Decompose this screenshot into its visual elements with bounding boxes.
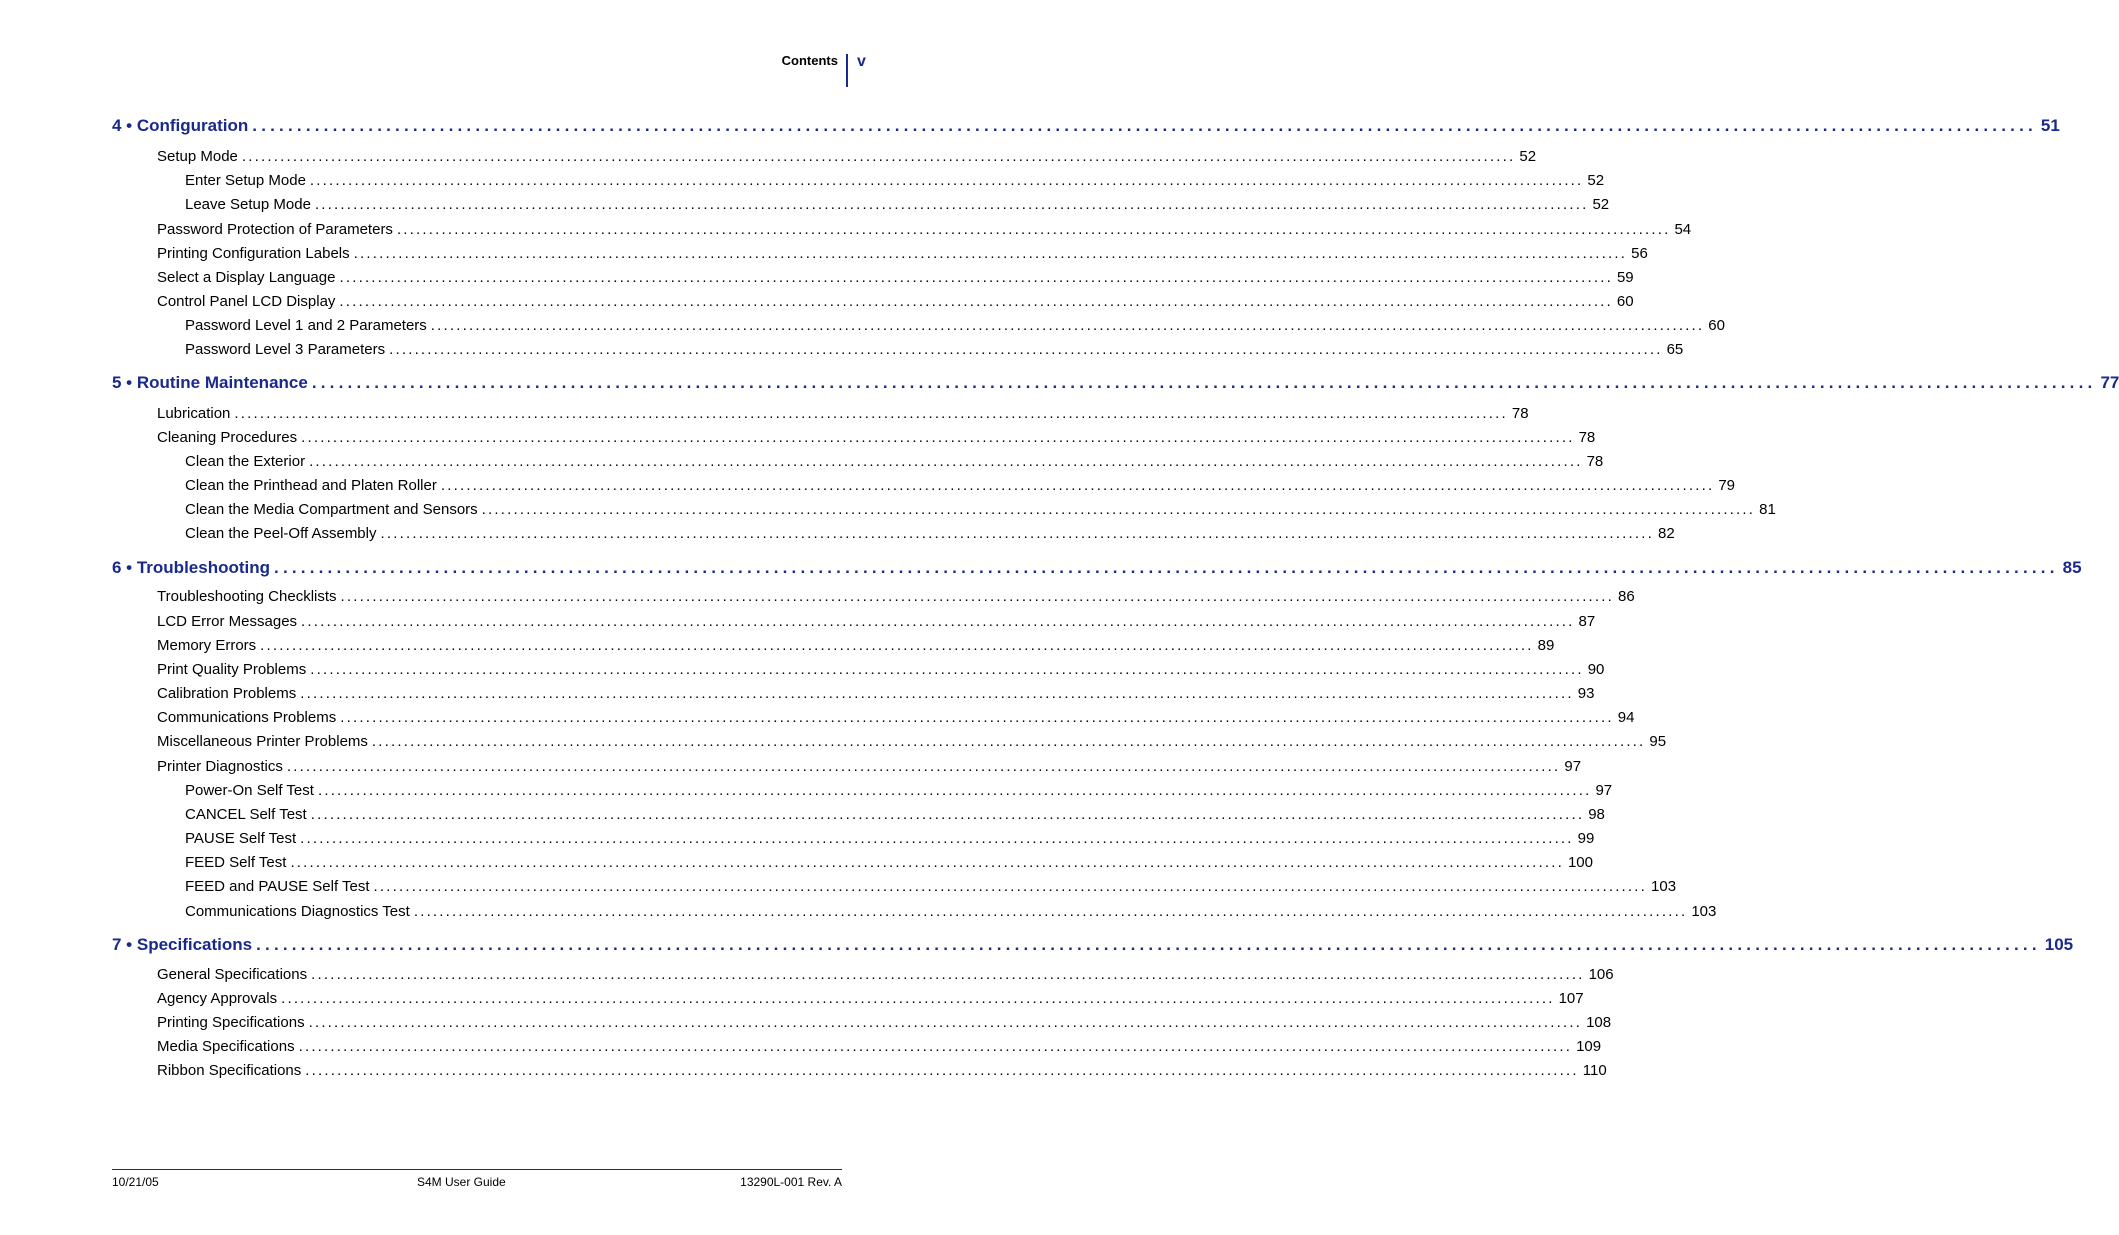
toc-entry-page: 52 bbox=[1587, 172, 1605, 189]
toc-entry-page: 97 bbox=[1595, 782, 1613, 799]
footer-title: S4M User Guide bbox=[417, 1175, 506, 1189]
toc-entry[interactable] bbox=[157, 661, 1605, 678]
toc-entry-label: LCD Error Messages bbox=[157, 613, 298, 630]
toc-entry-label: FEED Self Test bbox=[185, 854, 287, 871]
dot-leader: ........................................................................................................................................................................................................ bbox=[301, 429, 1575, 446]
dot-leader: ........................................................................................................................................................................................................ bbox=[308, 1014, 1583, 1031]
footer-doc-number: 13290L-001 Rev. A bbox=[740, 1175, 842, 1189]
dot-leader: ........................................................................................................................................................................................................ bbox=[339, 269, 1613, 286]
toc-entry-page: 87 bbox=[1578, 613, 1596, 630]
toc-entry-label: Control Panel LCD Display bbox=[157, 293, 336, 310]
dot-leader: ........................................................................................................................................................................................................ bbox=[396, 221, 1671, 238]
toc-entry[interactable] bbox=[185, 453, 1604, 470]
toc-entry-page: 86 bbox=[1618, 588, 1635, 605]
dot-leader: ........................................................................................................................................................................................................ bbox=[274, 558, 2059, 577]
dot-leader: ........................................................................................................................................................................................................ bbox=[301, 613, 1575, 630]
dot-leader: ........................................................................................................................................................................................................ bbox=[413, 903, 1688, 920]
toc-entry-page: 81 bbox=[1759, 501, 1776, 518]
toc-entry-label: Leave Setup Mode bbox=[185, 196, 311, 213]
toc-entry-label: 7 • Specifications bbox=[112, 935, 253, 954]
dot-leader: ........................................................................................................................................................................................................ bbox=[340, 588, 1615, 605]
toc-entry-page: 85 bbox=[2062, 558, 2082, 577]
toc-entry[interactable] bbox=[157, 1038, 1602, 1055]
dot-leader: ........................................................................................................................................................................................................ bbox=[305, 1062, 1579, 1079]
toc-entry-page: 108 bbox=[1586, 1014, 1612, 1031]
toc-entry-page: 60 bbox=[1616, 293, 1634, 310]
toc-entry-page: 93 bbox=[1577, 685, 1595, 702]
toc-entry[interactable] bbox=[157, 733, 1667, 750]
dot-leader: ........................................................................................................................................................................................................ bbox=[241, 148, 1516, 165]
footer-divider bbox=[112, 1169, 842, 1170]
toc-entry-label: Lubrication bbox=[157, 405, 231, 422]
dot-leader: ........................................................................................................................................................................................................ bbox=[309, 172, 1584, 189]
toc-entry-page: 110 bbox=[1582, 1062, 1607, 1079]
toc-entry[interactable] bbox=[185, 903, 1717, 920]
toc-entry-label: PAUSE Self Test bbox=[185, 830, 297, 847]
dot-leader: ........................................................................................................................................................................................................ bbox=[339, 293, 1613, 310]
toc-entry[interactable] bbox=[157, 221, 1692, 238]
toc-entry-label: Media Specifications bbox=[157, 1038, 295, 1055]
toc-entry-label: Communications Diagnostics Test bbox=[185, 903, 410, 920]
toc-entry-label: Miscellaneous Printer Problems bbox=[157, 733, 368, 750]
toc-entry-label: 6 • Troubleshooting bbox=[112, 558, 271, 577]
toc-entry-label: Clean the Printhead and Platen Roller bbox=[185, 477, 437, 494]
toc-entry-label: Memory Errors bbox=[157, 637, 257, 654]
header-title: Contents bbox=[781, 53, 838, 68]
toc-entry-label: Calibration Problems bbox=[157, 685, 297, 702]
toc-entry-page: 78 bbox=[1586, 453, 1604, 470]
toc-entry-label: Setup Mode bbox=[157, 148, 238, 165]
toc-entry[interactable] bbox=[185, 854, 1593, 871]
dot-leader: ........................................................................................................................................................................................................ bbox=[286, 758, 1561, 775]
toc-chapter-entry[interactable] bbox=[112, 373, 2119, 393]
dot-leader: ........................................................................................................................................................................................................ bbox=[481, 501, 1756, 518]
toc-entry-page: 89 bbox=[1537, 637, 1555, 654]
toc-entry[interactable] bbox=[157, 429, 1596, 446]
toc-entry-label: Cleaning Procedures bbox=[157, 429, 298, 446]
toc-entry[interactable] bbox=[157, 613, 1596, 630]
toc-entry-label: Ribbon Specifications bbox=[157, 1062, 302, 1079]
toc-entry[interactable] bbox=[185, 341, 1684, 358]
toc-entry[interactable] bbox=[157, 637, 1555, 654]
dot-leader: ........................................................................................................................................................................................................ bbox=[353, 245, 1628, 262]
toc-entry[interactable] bbox=[157, 758, 1582, 775]
toc-entry[interactable] bbox=[185, 525, 1675, 542]
toc-entry[interactable] bbox=[157, 685, 1595, 702]
dot-leader: ........................................................................................................................................................................................................ bbox=[281, 990, 1555, 1007]
dot-leader: ........................................................................................................................................................................................................ bbox=[430, 317, 1705, 334]
page-number: v bbox=[857, 53, 866, 70]
dot-leader: ........................................................................................................................................................................................................ bbox=[252, 116, 2037, 135]
toc-entry-label: FEED and PAUSE Self Test bbox=[185, 878, 370, 895]
toc-entry-label: Printing Configuration Labels bbox=[157, 245, 350, 262]
toc-entry-page: 78 bbox=[1511, 405, 1529, 422]
toc-chapter-entry[interactable] bbox=[112, 935, 2074, 955]
dot-leader: ........................................................................................................................................................................................................ bbox=[309, 453, 1583, 470]
dot-leader: ........................................................................................................................................................................................................ bbox=[340, 709, 1614, 726]
toc-entry-label: Agency Approvals bbox=[157, 990, 278, 1007]
toc-entry-label: Print Quality Problems bbox=[157, 661, 307, 678]
toc-entry-page: 99 bbox=[1577, 830, 1595, 847]
dot-leader: ........................................................................................................................................................................................................ bbox=[310, 806, 1585, 823]
toc-entry[interactable] bbox=[185, 501, 1776, 518]
toc-entry-label: Troubleshooting Checklists bbox=[157, 588, 337, 605]
toc-entry[interactable] bbox=[185, 196, 1610, 213]
dot-leader: ........................................................................................................................................................................................................ bbox=[300, 830, 1574, 847]
toc-chapter-entry[interactable] bbox=[112, 558, 2082, 578]
toc-entry-page: 97 bbox=[1564, 758, 1582, 775]
toc-entry-label: Power-On Self Test bbox=[185, 782, 314, 799]
toc-entry-page: 98 bbox=[1588, 806, 1605, 823]
toc-entry[interactable] bbox=[185, 317, 1725, 334]
toc-entry-page: 95 bbox=[1649, 733, 1667, 750]
footer-date: 10/21/05 bbox=[112, 1175, 159, 1189]
toc-entry-page: 56 bbox=[1631, 245, 1648, 262]
toc-chapter-entry[interactable] bbox=[112, 116, 2060, 136]
dot-leader: ........................................................................................................................................................................................................ bbox=[380, 525, 1654, 542]
toc-entry[interactable] bbox=[157, 588, 1635, 605]
toc-entry-page: 100 bbox=[1567, 854, 1593, 871]
dot-leader: ........................................................................................................................................................................................................ bbox=[373, 878, 1648, 895]
toc-entry-page: 90 bbox=[1587, 661, 1605, 678]
toc-entry-label: Printing Specifications bbox=[157, 1014, 305, 1031]
toc-entry-label: 4 • Configuration bbox=[112, 116, 249, 135]
toc-entry-page: 77 bbox=[2100, 373, 2119, 392]
dot-leader: ........................................................................................................................................................................................................ bbox=[440, 477, 1715, 494]
toc-entry[interactable] bbox=[157, 269, 1634, 286]
toc-entry-label: Printer Diagnostics bbox=[157, 758, 283, 775]
toc-entry-page: 105 bbox=[2044, 935, 2074, 954]
toc-entry-label: Communications Problems bbox=[157, 709, 337, 726]
dot-leader: ........................................................................................................................................................................................................ bbox=[234, 405, 1508, 422]
toc-entry[interactable] bbox=[157, 245, 1648, 262]
toc-entry-page: 60 bbox=[1708, 317, 1725, 334]
toc-entry-page: 52 bbox=[1519, 148, 1537, 165]
toc-entry[interactable] bbox=[185, 477, 1736, 494]
toc-entry-page: 103 bbox=[1651, 878, 1677, 895]
dot-leader: ........................................................................................................................................................................................................ bbox=[317, 782, 1592, 799]
dot-leader: ........................................................................................................................................................................................................ bbox=[256, 935, 2041, 954]
dot-leader: ........................................................................................................................................................................................................ bbox=[371, 733, 1646, 750]
dot-leader: ........................................................................................................................................................................................................ bbox=[298, 1038, 1573, 1055]
toc-entry-page: 51 bbox=[2040, 116, 2060, 135]
toc-entry[interactable] bbox=[157, 405, 1529, 422]
toc-entry-label: Password Protection of Parameters bbox=[157, 221, 393, 238]
toc-entry-label: Password Level 3 Parameters bbox=[185, 341, 386, 358]
dot-leader: ........................................................................................................................................................................................................ bbox=[314, 196, 1589, 213]
toc-entry-page: 54 bbox=[1674, 221, 1692, 238]
toc-entry-page: 94 bbox=[1617, 709, 1635, 726]
toc-entry-label: Clean the Exterior bbox=[185, 453, 306, 470]
toc-entry-label: Select a Display Language bbox=[157, 269, 336, 286]
toc-entry-label: 5 • Routine Maintenance bbox=[112, 373, 308, 392]
toc-entry-page: 65 bbox=[1666, 341, 1684, 358]
header-divider bbox=[846, 54, 848, 87]
toc-entry-label: Clean the Media Compartment and Sensors bbox=[185, 501, 478, 518]
dot-leader: ........................................................................................................................................................................................................ bbox=[300, 685, 1574, 702]
toc-entry-page: 52 bbox=[1592, 196, 1610, 213]
toc-entry[interactable] bbox=[157, 1014, 1612, 1031]
toc-entry-page: 82 bbox=[1657, 525, 1675, 542]
toc-entry-page: 109 bbox=[1576, 1038, 1602, 1055]
toc-entry-page: 103 bbox=[1691, 903, 1717, 920]
dot-leader: ........................................................................................................................................................................................................ bbox=[311, 966, 1585, 983]
toc-entry-label: General Specifications bbox=[157, 966, 308, 983]
toc-entry[interactable] bbox=[185, 172, 1605, 189]
dot-leader: ........................................................................................................................................................................................................ bbox=[310, 661, 1584, 678]
toc-entry[interactable] bbox=[157, 709, 1635, 726]
toc-entry[interactable] bbox=[185, 830, 1595, 847]
dot-leader: ........................................................................................................................................................................................................ bbox=[260, 637, 1534, 654]
toc-entry-label: CANCEL Self Test bbox=[185, 806, 307, 823]
toc-entry[interactable] bbox=[157, 990, 1584, 1007]
dot-leader: ........................................................................................................................................................................................................ bbox=[311, 373, 2097, 392]
toc-entry-label: Password Level 1 and 2 Parameters bbox=[185, 317, 427, 334]
toc-entry[interactable] bbox=[157, 966, 1614, 983]
toc-entry-label: Clean the Peel-Off Assembly bbox=[185, 525, 377, 542]
toc-entry[interactable] bbox=[185, 782, 1613, 799]
toc-entry-page: 79 bbox=[1718, 477, 1736, 494]
toc-entry[interactable] bbox=[185, 806, 1605, 823]
toc-entry[interactable] bbox=[157, 148, 1537, 165]
toc-entry-label: Enter Setup Mode bbox=[185, 172, 306, 189]
toc-entry[interactable] bbox=[157, 293, 1634, 310]
toc-entry[interactable] bbox=[185, 878, 1677, 895]
toc-entry-page: 59 bbox=[1616, 269, 1634, 286]
toc-entry[interactable] bbox=[157, 1062, 1607, 1079]
toc-entry-page: 78 bbox=[1578, 429, 1596, 446]
toc-entry-page: 106 bbox=[1588, 966, 1614, 983]
dot-leader: ........................................................................................................................................................................................................ bbox=[389, 341, 1663, 358]
dot-leader: ........................................................................................................................................................................................................ bbox=[290, 854, 1564, 871]
toc-entry-page: 107 bbox=[1558, 990, 1584, 1007]
